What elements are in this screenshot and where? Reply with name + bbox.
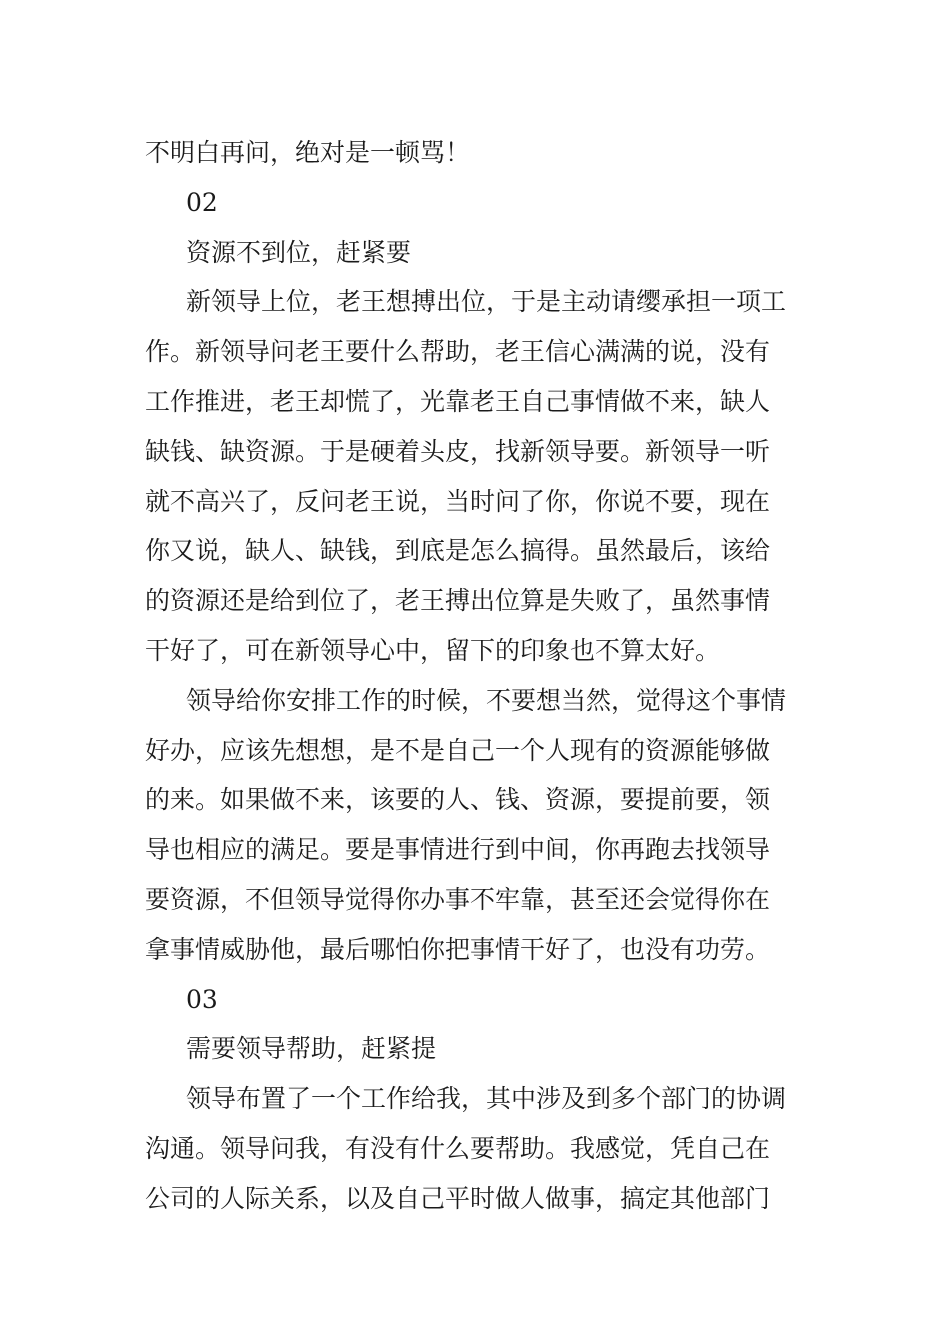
paragraph-line: 领导给你安排工作的时候，不要想当然，觉得这个事情 — [186, 685, 787, 715]
paragraph-line: 拿事情威胁他，最后哪怕你把事情干好了，也没有功劳。 — [145, 934, 771, 964]
paragraph-line: 缺钱、缺资源。于是硬着头皮，找新领导要。新领导一听 — [145, 436, 771, 466]
paragraph-line: 沟通。领导问我，有没有什么要帮助。我感觉，凭自己在 — [145, 1133, 771, 1163]
document-body — [145, 128, 809, 1224]
paragraph-line: 你又说，缺人、缺钱，到底是怎么搞得。虽然最后，该给 — [145, 536, 771, 566]
paragraph-line: 工作推进，老王却慌了，光靠老王自己事情做不来，缺人 — [145, 386, 771, 416]
paragraph-line: 就不高兴了，反问老王说，当时问了你，你说不要，现在 — [145, 486, 771, 516]
paragraph-line: 领导布置了一个工作给我，其中涉及到多个部门的协调 — [186, 1084, 787, 1114]
paragraph-line: 的资源还是给到位了，老王搏出位算是失败了，虽然事情 — [145, 586, 771, 616]
paragraph-line: 好办，应该先想想，是不是自己一个人现有的资源能够做 — [145, 735, 771, 765]
paragraph-line: 公司的人际关系，以及自己平时做人做事，搞定其他部门 — [145, 1183, 771, 1213]
section-heading: 资源不到位，赶紧要 — [186, 237, 412, 267]
paragraph-line: 导也相应的满足。要是事情进行到中间，你再跑去找领导 — [145, 835, 771, 865]
text-line: 不明白再问，绝对是一顿骂！ — [145, 138, 471, 167]
section-number: 02 — [186, 187, 218, 217]
section-heading: 需要领导帮助，赶紧提 — [186, 1034, 437, 1064]
paragraph-line: 要资源，不但领导觉得你办事不牢靠，甚至还会觉得你在 — [145, 884, 771, 914]
paragraph-line: 新领导上位，老王想搏出位，于是主动请缨承担一项工 — [186, 287, 787, 317]
paragraph-line: 作。新领导问老王要什么帮助，老王信心满满的说，没有 — [145, 337, 771, 367]
section-number: 03 — [186, 984, 218, 1014]
paragraph-line: 干好了，可在新领导心中，留下的印象也不算太好。 — [145, 635, 721, 665]
paragraph-line: 的来。如果做不来，该要的人、钱、资源，要提前要，领 — [145, 785, 771, 815]
